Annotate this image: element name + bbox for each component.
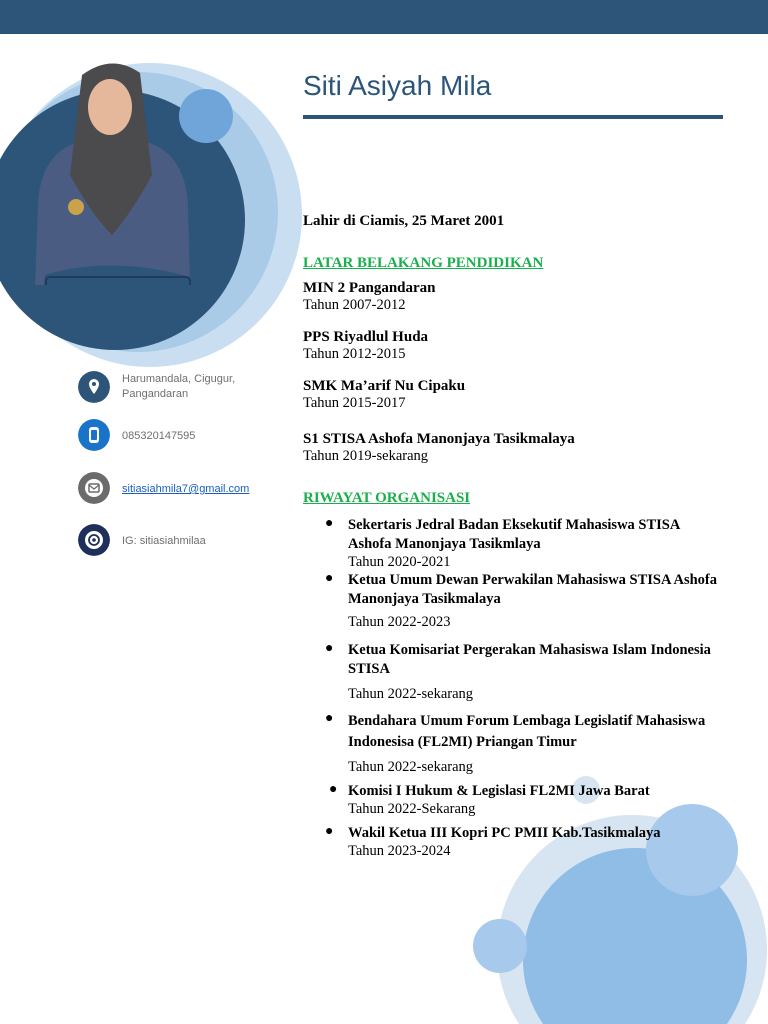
organization-role: Sekertaris Jedral Badan Eksekutif Mahasiswa STISA Ashofa Manonjaya Tasikmlaya <box>348 517 680 552</box>
education-heading: LATAR BELAKANG PENDIDIKAN <box>303 255 544 271</box>
location-pin-icon <box>78 371 110 403</box>
email-icon <box>78 472 110 504</box>
organization-years: Tahun 2020-2021 <box>348 554 451 570</box>
school-name: S1 STISA Ashofa Manonjaya Tasikmalaya <box>303 431 575 447</box>
school-name: SMK Ma’arif Nu Cipaku <box>303 378 466 394</box>
bullet-icon: ● <box>325 641 334 656</box>
organization-years: Tahun 2022-2023 <box>348 614 451 630</box>
education-item <box>303 280 436 314</box>
organization-item <box>325 571 720 631</box>
email-link[interactable]: sitiasiahmila7@gmail.com <box>122 483 250 495</box>
profile-photo <box>30 55 195 285</box>
organization-item <box>325 824 720 860</box>
birth-info: Lahir di Ciamis, 25 Maret 2001 <box>303 213 505 229</box>
education-item <box>303 431 575 465</box>
organization-role: Ketua Komisariat Pergerakan Mahasiswa Islam Indonesia STISA <box>348 642 711 677</box>
organization-item <box>329 782 724 818</box>
organization-role: Ketua Umum Dewan Perwakilan Mahasiswa STISA Ashofa Manonjaya Tasikmalaya <box>348 572 717 607</box>
school-years: Tahun 2012-2015 <box>303 346 406 362</box>
small-circle <box>473 919 527 973</box>
organization-years: Tahun 2022-sekarang <box>348 686 474 702</box>
instagram-icon <box>78 524 110 556</box>
bullet-icon: ● <box>325 571 334 586</box>
instagram-text: IG: sitiasiahmilaa <box>122 535 206 547</box>
school-name: PPS Riyadlul Huda <box>303 329 429 345</box>
page-title: Siti Asiyah Mila <box>303 70 492 101</box>
phone-icon <box>78 419 110 451</box>
phone-text: 085320147595 <box>122 430 196 442</box>
organization-role: Komisi I Hukum & Legislasi FL2MI Jawa Barat <box>348 783 650 799</box>
bullet-icon: ● <box>325 824 334 839</box>
organization-item <box>325 516 720 571</box>
school-years: Tahun 2019-sekarang <box>303 448 429 464</box>
address-text: Harumandala, Cigugur, Pangandaran <box>122 373 236 400</box>
title-divider <box>303 115 723 119</box>
school-years: Tahun 2015-2017 <box>303 395 406 411</box>
school-name: MIN 2 Pangandaran <box>303 280 436 296</box>
bullet-icon: ● <box>329 782 338 797</box>
organization-role: Wakil Ketua III Kopri PC PMII Kab.Tasikmalaya <box>348 825 661 841</box>
organization-role: Bendahara Umum Forum Lembaga Legislatif Mahasiswa Indonesisa (FL2MI) Priangan Timur <box>348 713 706 750</box>
organization-item <box>325 641 720 703</box>
bullet-icon: ● <box>325 516 334 531</box>
organization-item <box>325 711 720 776</box>
school-years: Tahun 2007-2012 <box>303 297 406 313</box>
organization-years: Tahun 2022-Sekarang <box>348 801 476 817</box>
bullet-icon: ● <box>325 711 334 726</box>
education-item <box>303 329 428 363</box>
organization-heading: RIWAYAT ORGANISASI <box>303 490 471 506</box>
organization-years: Tahun 2023-2024 <box>348 843 451 859</box>
education-item <box>303 378 465 412</box>
organization-years: Tahun 2022-sekarang <box>348 759 474 775</box>
